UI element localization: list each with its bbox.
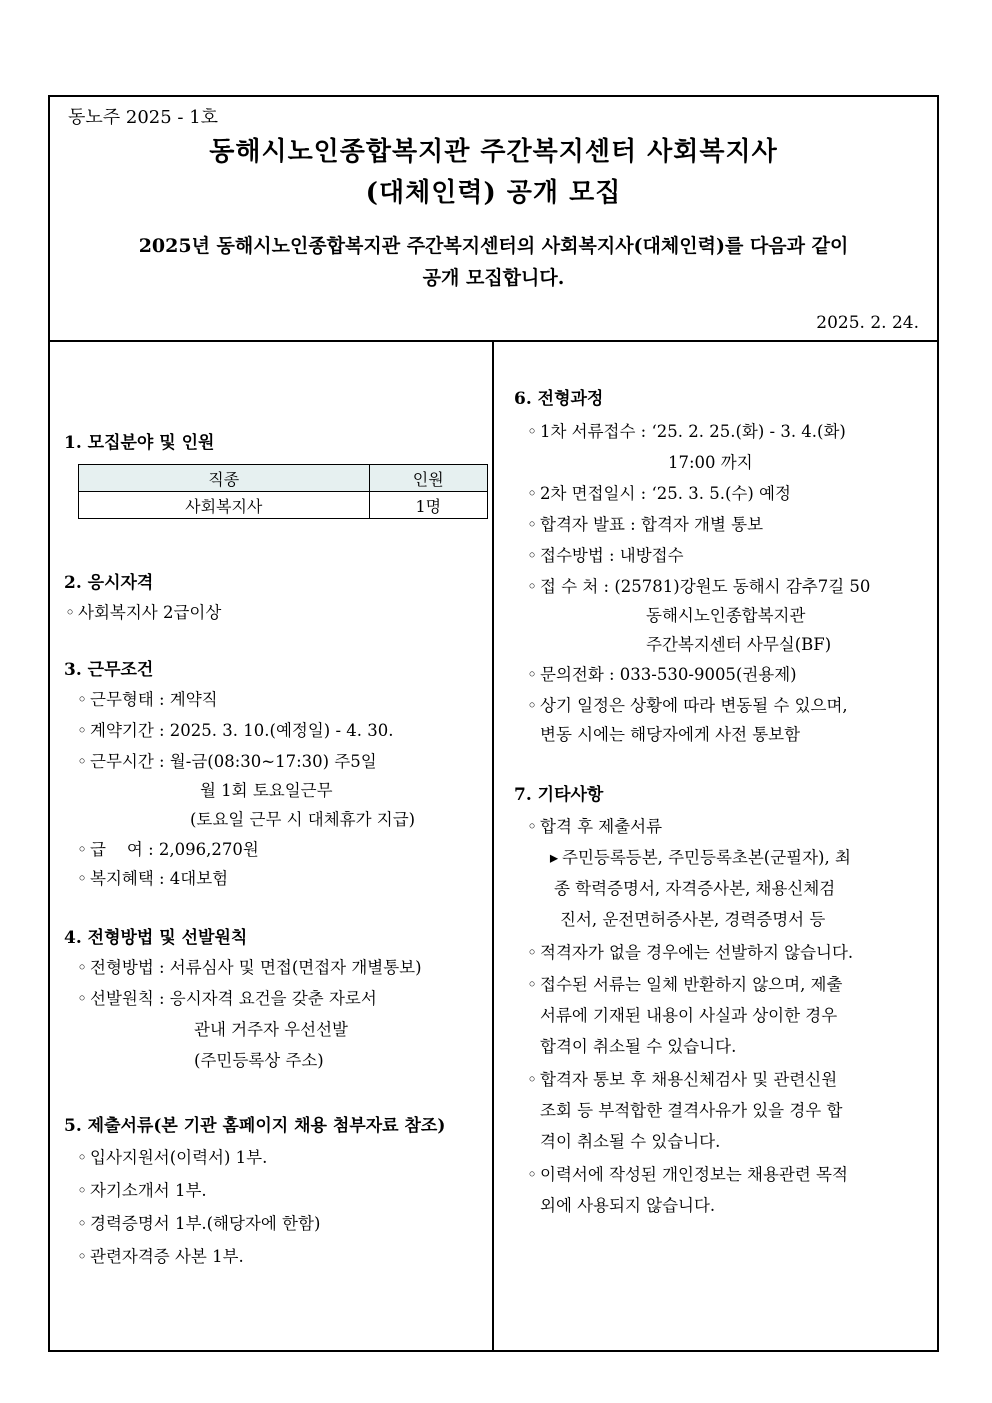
- list-item: [74, 748, 377, 772]
- list-item: [74, 1243, 244, 1267]
- list-item-text: 합격자 통보 후 채용신체검사 및 관련신원: [540, 1070, 838, 1089]
- bullet-icon: ◦: [77, 840, 87, 859]
- title-line-1: 동해시노인종합복지관 주간복지센터 사회복지사: [209, 137, 778, 167]
- list-item: [74, 686, 218, 710]
- list-item-continuation: (토요일 근무 시 대체휴가 지급): [190, 810, 416, 829]
- section-3-title: 3. 근무조건: [64, 660, 154, 680]
- list-item: [524, 971, 842, 995]
- list-item-continuation: (주민등록상 주소): [194, 1051, 324, 1070]
- list-item-text: 자기소개서 1부.: [90, 1181, 207, 1200]
- list-item-text: 사회복지사 2급이상: [78, 603, 222, 622]
- bullet-icon: ◦: [77, 690, 87, 709]
- bullet-icon: ◦: [527, 665, 537, 684]
- list-item: [74, 1144, 267, 1168]
- list-item-continuation: 주간복지센터 사무실(BF): [646, 635, 832, 654]
- left-column: [50, 340, 492, 1350]
- list-item-text: 관련자격증 사본 1부.: [90, 1247, 244, 1266]
- list-item-text: 계약기간 : 2025. 3. 10.(예정일) - 4. 30.: [90, 721, 394, 740]
- list-item-text: 근무시간 : 월-금(08:30~17:30) 주5일: [90, 752, 377, 771]
- list-item-text: 2차 면접일시 : ‘25. 3. 5.(수) 예정: [540, 484, 791, 503]
- list-item-text: 복지혜택 : 4대보험: [90, 869, 229, 888]
- list-item: [524, 661, 797, 685]
- bullet-icon: ◦: [527, 943, 537, 962]
- bullet-icon: ◦: [527, 1165, 537, 1184]
- list-item: [74, 717, 394, 741]
- list-item-continuation: 격이 취소될 수 있습니다.: [540, 1132, 721, 1151]
- sub-list-item: [546, 844, 851, 868]
- recruitment-table: [78, 464, 488, 519]
- list-item: [74, 1177, 207, 1201]
- list-item-text: 합격자 발표 : 합격자 개별 통보: [540, 515, 764, 534]
- bullet-icon: ◦: [527, 975, 537, 994]
- bullet-icon: ◦: [77, 1214, 87, 1233]
- list-item-text: 접수된 서류는 일체 반환하지 않으며, 제출: [540, 975, 843, 994]
- bullet-icon: ◦: [77, 958, 87, 977]
- section-5-title: 5. 제출서류(본 기관 홈페이지 채용 첨부자료 참조): [64, 1116, 446, 1136]
- list-item-continuation: 변동 시에는 해당자에게 사전 통보함: [540, 725, 801, 744]
- list-item-text: 상기 일정은 상황에 따라 변동될 수 있으며,: [540, 696, 848, 715]
- notice-date: 2025. 2. 24.: [816, 313, 919, 333]
- list-item-text: 접수방법 : 내방접수: [540, 546, 684, 565]
- section-1-title: 1. 모집분야 및 인원: [64, 433, 215, 453]
- list-item: [524, 573, 870, 597]
- list-item: [74, 985, 377, 1009]
- list-item: [524, 1161, 848, 1185]
- bullet-icon: ◦: [527, 696, 537, 715]
- list-item-continuation: 조회 등 부적합한 결격사유가 있을 경우 합: [540, 1101, 843, 1120]
- list-item-continuation: 관내 거주자 우선선발: [194, 1020, 348, 1039]
- list-item-continuation: 서류에 기재된 내용이 사실과 상이한 경우: [540, 1006, 838, 1025]
- list-item-text: 1차 서류접수 : ‘25. 2. 25.(화) - 3. 4.(화): [540, 422, 846, 441]
- bullet-icon: ◦: [77, 869, 87, 888]
- list-item: [524, 480, 791, 504]
- table-header-cell: 직종: [79, 465, 370, 492]
- list-item: [524, 511, 763, 535]
- list-item: [524, 418, 846, 442]
- list-item: [74, 954, 422, 978]
- bullet-icon: ◦: [527, 422, 537, 441]
- bullet-icon: ◦: [77, 1181, 87, 1200]
- arrow-icon: ▸: [549, 848, 559, 867]
- list-item-continuation: 종 학력증명서, 자격증사본, 채용신체검: [554, 879, 836, 898]
- list-item-text: 접 수 처 : (25781)강원도 동해시 감추7길 50: [540, 577, 871, 596]
- list-item-continuation: 동해시노인종합복지관: [646, 606, 806, 625]
- bullet-icon: ◦: [527, 817, 537, 836]
- list-item-continuation: 합격이 취소될 수 있습니다.: [540, 1037, 737, 1056]
- notice-header: [50, 97, 937, 342]
- list-item-continuation: 월 1회 토요일근무: [200, 781, 333, 800]
- list-item-text: 근무형태 : 계약직: [90, 690, 218, 709]
- bullet-icon: ◦: [77, 1247, 87, 1266]
- list-item-continuation: 17:00 까지: [668, 453, 753, 472]
- list-item: [74, 1210, 320, 1234]
- list-item: [62, 599, 221, 623]
- intro-line-2: 공개 모집합니다.: [422, 267, 565, 289]
- list-item: [524, 692, 848, 716]
- section-2-title: 2. 응시자격: [64, 573, 154, 593]
- bullet-icon: ◦: [65, 603, 75, 622]
- bullet-icon: ◦: [527, 515, 537, 534]
- list-item-text: 문의전화 : 033-530-9005(권용제): [540, 665, 797, 684]
- list-item-text: 경력증명서 1부.(해당자에 한함): [90, 1214, 321, 1233]
- bullet-icon: ◦: [77, 721, 87, 740]
- list-item-text: 전형방법 : 서류심사 및 면접(면접자 개별통보): [90, 958, 422, 977]
- bullet-icon: ◦: [77, 989, 87, 1008]
- list-item: [74, 836, 259, 860]
- bullet-icon: ◦: [527, 577, 537, 596]
- list-item-continuation: 외에 사용되지 않습니다.: [540, 1196, 716, 1215]
- table-cell: 사회복지사: [79, 492, 370, 519]
- section-6-title: 6. 전형과정: [514, 389, 604, 409]
- list-item: [524, 1066, 837, 1090]
- list-item: [74, 865, 228, 889]
- section-7-title: 7. 기타사항: [514, 785, 604, 805]
- list-item-text: 선발원칙 : 응시자격 요건을 갖춘 자로서: [90, 989, 377, 1008]
- document-number: 동노주 2025 - 1호: [68, 107, 219, 128]
- table-header-cell: 인원: [369, 465, 487, 492]
- list-item: [524, 939, 853, 963]
- list-item-text: 합격 후 제출서류: [540, 817, 663, 836]
- right-column: [494, 340, 937, 1350]
- bullet-icon: ◦: [527, 546, 537, 565]
- title-line-2: (대체인력) 공개 모집: [365, 178, 622, 208]
- list-item: [524, 813, 662, 837]
- section-4-title: 4. 전형방법 및 선발원칙: [64, 928, 248, 948]
- list-item-text: 적격자가 없을 경우에는 선발하지 않습니다.: [540, 943, 854, 962]
- list-item-continuation: 진서, 운전면허증사본, 경력증명서 등: [560, 910, 826, 929]
- list-item-text: 주민등록등본, 주민등록초본(군필자), 최: [562, 848, 851, 867]
- table-row: [79, 492, 488, 519]
- list-item-text: 급 여 : 2,096,270원: [90, 840, 259, 859]
- bullet-icon: ◦: [77, 1148, 87, 1167]
- bullet-icon: ◦: [77, 752, 87, 771]
- table-header-row: [79, 465, 488, 492]
- list-item: [524, 542, 684, 566]
- table-cell: 1명: [369, 492, 487, 519]
- bullet-icon: ◦: [527, 484, 537, 503]
- list-item-text: 이력서에 작성된 개인정보는 채용관련 목적: [540, 1165, 848, 1184]
- list-item-text: 입사지원서(이력서) 1부.: [90, 1148, 268, 1167]
- notice-frame: [48, 95, 939, 1352]
- intro-line-1: 2025년 동해시노인종합복지관 주간복지센터의 사회복지사(대체인력)를 다음과 같이: [138, 235, 849, 257]
- bullet-icon: ◦: [527, 1070, 537, 1089]
